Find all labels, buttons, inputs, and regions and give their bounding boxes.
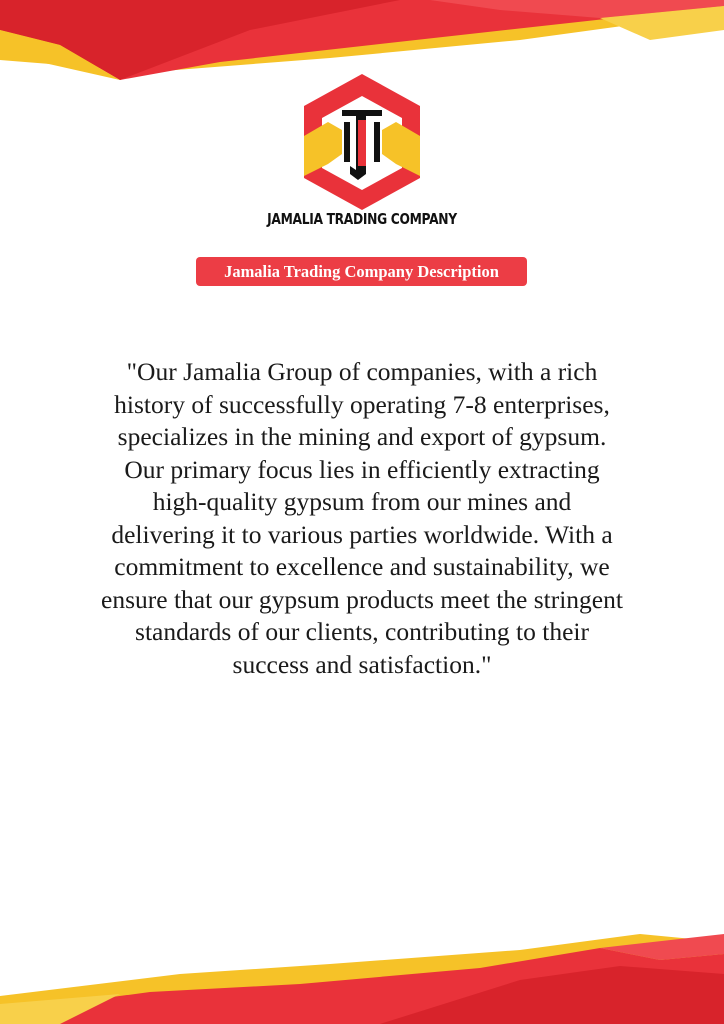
company-description: "Our Jamalia Group of companies, with a rich history of successfully operating 7-8 enterprises, specializes in the mining and export of gypsum. Our primary focus lies in efficiently extracting high-quality gypsum from our mines and delivering it to various parties worldwide. With a commitment to excellence and sustainability, we ensure that our gypsum products meet the stringent standards of our clients, contributing to their success and satisfaction." bbox=[101, 357, 623, 679]
company-logo-icon bbox=[298, 70, 426, 212]
document-title-badge: Jamalia Trading Company Description bbox=[196, 257, 527, 286]
bottom-decorative-band bbox=[0, 934, 724, 1024]
company-name: JAMALIA TRADING COMPANY bbox=[267, 210, 457, 228]
